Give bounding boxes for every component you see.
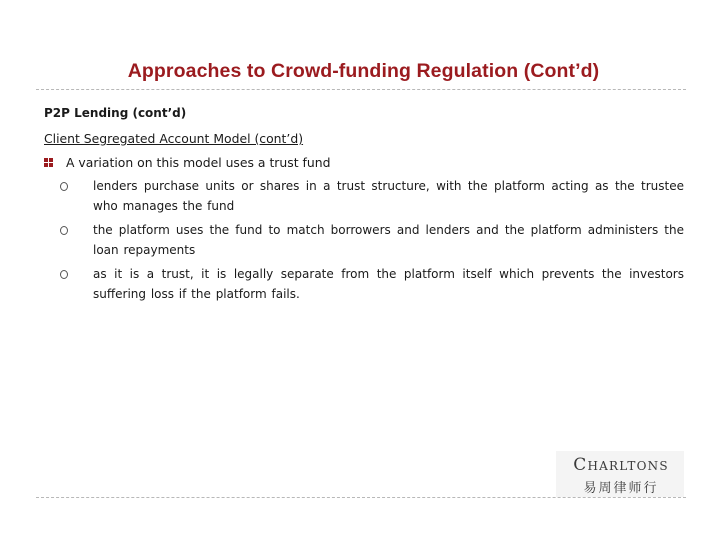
- top-divider: [36, 89, 686, 90]
- main-bullet: [44, 152, 684, 176]
- hollow-circle-icon: [60, 182, 68, 191]
- list-item: [44, 220, 684, 260]
- logo-name: Charltons: [573, 455, 669, 475]
- sub-bullet-list: [44, 176, 684, 304]
- hollow-circle-icon: [60, 270, 68, 279]
- bottom-divider: [36, 497, 686, 498]
- logo-chinese-name: 易周律师行: [583, 481, 659, 496]
- hollow-circle-icon: [60, 226, 68, 235]
- main-bullet-text: A variation on this model uses a trust fund: [66, 155, 331, 170]
- section-subheading: Client Segregated Account Model (cont’d): [44, 131, 304, 146]
- list-item: [44, 176, 684, 216]
- slide-content: [44, 100, 684, 308]
- charltons-logo: [556, 451, 684, 497]
- list-item-text: as it is a trust, it is legally separate from the platform itself which prevents the investors suffering loss if the platform fails.: [93, 267, 684, 301]
- section-heading: P2P Lending (cont’d): [44, 106, 187, 120]
- list-item-text: lenders purchase units or shares in a trust structure, with the platform acting as the trustee who manages the fund: [93, 179, 684, 213]
- slide-title: Approaches to Crowd-funding Regulation (Cont’d): [127, 60, 600, 82]
- square-bullet-icon: [44, 158, 53, 167]
- list-item-text: the platform uses the fund to match borrowers and lenders and the platform administers the loan repayments: [93, 223, 684, 257]
- list-item: [44, 264, 684, 304]
